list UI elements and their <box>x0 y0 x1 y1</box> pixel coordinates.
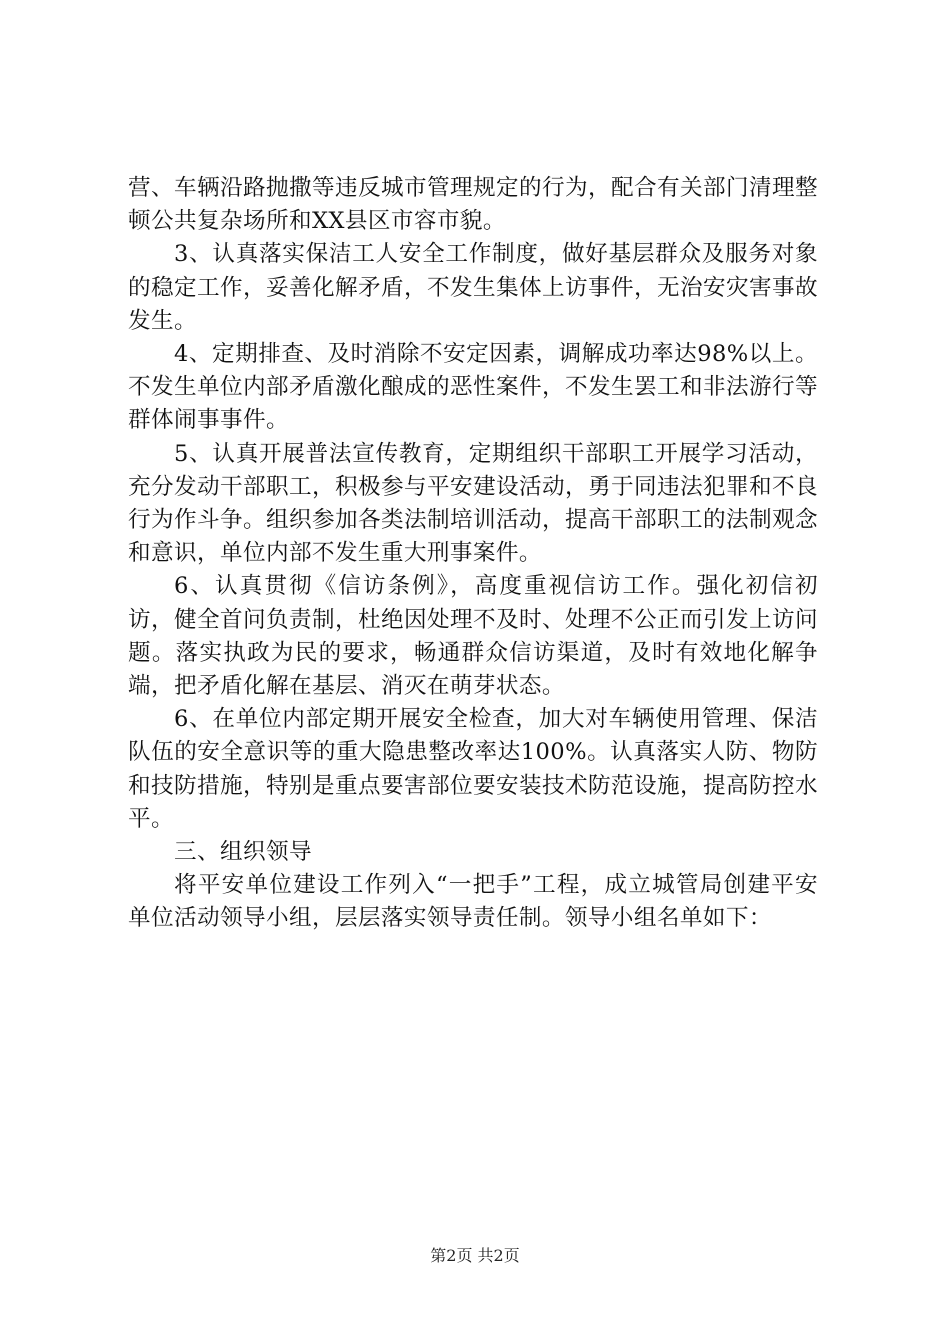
document-body <box>128 172 818 936</box>
paragraph-continuation: 营、车辆沿路抛撒等违反城市管理规定的行为，配合有关部门清理整顿公共复杂场所和XX县区市容市貌。 <box>128 175 818 235</box>
page-footer: 第2页 共2页 <box>430 1246 520 1265</box>
paragraph-item-3: 3、认真落实保洁工人安全工作制度，做好基层群众及服务对象的稳定工作，妥善化解矛盾，不发生集体上访事件，无治安灾害事故发生。 <box>128 241 818 334</box>
paragraph-leadership: 将平安单位建设工作列入“一把手”工程，成立城管局创建平安单位活动领导小组，层层落实领导责任制。领导小组名单如下： <box>128 872 818 932</box>
paragraph-item-5: 5、认真开展普法宣传教育，定期组织干部职工开展学习活动，充分发动干部职工，积极参与平安建设活动，勇于同违法犯罪和不良行为作斗争。组织参加各类法制培训活动，提高干部职工的法制观念和意识，单位内部不发生重大刑事案件。 <box>128 440 818 567</box>
paragraph-item-6-safety: 6、在单位内部定期开展安全检查，加大对车辆使用管理、保洁队伍的安全意识等的重大隐患整改率达100%。认真落实人防、物防和技防措施，特别是重点要害部位要安装技术防范设施，提高防控水平。 <box>128 706 818 832</box>
paragraph-item-6-petition: 6、认真贯彻《信访条例》，高度重视信访工作。强化初信初访，健全首问负责制，杜绝因处理不及时、处理不公正而引发上访问题。落实执政为民的要求，畅通群众信访渠道，及时有效地化解争端，把矛盾化解在基层、消灭在萌芽状态。 <box>128 573 818 700</box>
section-heading-organization: 三、组织领导 <box>174 839 312 866</box>
paragraph-item-4: 4、定期排查、及时消除不安定因素，调解成功率达98%以上。不发生单位内部矛盾激化酿成的恶性案件，不发生罢工和非法游行等群体闹事事件。 <box>128 341 818 434</box>
